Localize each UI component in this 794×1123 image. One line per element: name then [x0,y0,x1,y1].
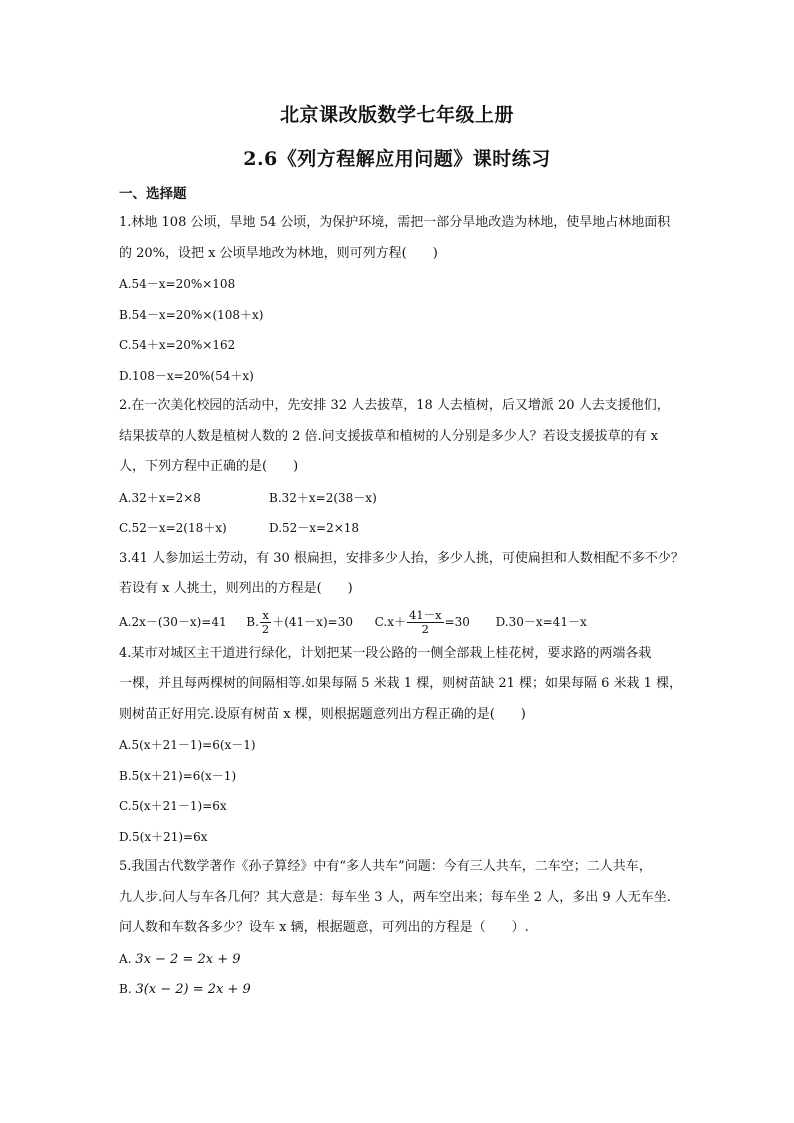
fraction-denominator: 2 [261,621,270,636]
question-5-text-line-2: 九人步.问人与车各几何？其大意是：每车坐 3 人，两车空出来；每车坐 2 人，多出 9 人无车坐. [119,889,671,905]
fraction-numerator: 41－x [408,607,442,622]
question-2-options-row-1 [119,483,699,514]
question-2-option-c: C.52－x=2(18＋x) [119,521,227,535]
question-3-option-b-suffix: ＋(41－x)=30 [272,614,353,629]
question-5-option-b-equation: 3(x − 2) = 2x + 9 [135,982,251,997]
question-1-option-d: D.108－x=20%(54＋x) [119,368,254,383]
fraction-denominator: 2 [421,621,429,636]
question-4 [119,639,699,853]
question-4-option-b: B.5(x＋21)=6(x－1) [119,768,237,783]
question-3-option-c-prefix: C.x＋ [374,614,406,629]
question-3-option-c [374,607,474,636]
question-2 [119,391,699,544]
question-3-option-b [246,607,357,636]
question-2-text-line-3: 人，下列方程中正确的是( ) [119,459,299,474]
question-1-option-c: C.54＋x=20%×162 [119,338,236,352]
question-2-text-line-1: 2.在一次美化校园的活动中，先安排 32 人去拔草，18 人去植树，后又增派 20 人去支援他们， [119,398,670,413]
question-2-text-line-2: 结果拔草的人数是植树人数的 2 倍.问支援拔草和植树的人分别是多少人？若设支援拔草的有 x [119,428,659,444]
question-2-option-d: D.52－x=2×18 [269,521,360,535]
question-3-option-a: A.2x－(30－x)=41 [119,614,227,629]
question-4-option-a: A.5(x＋21－1)=6(x－1) [119,738,256,752]
question-5-option-a-label: A. [119,951,136,966]
document-subtitle: 2.6《列方程解应用问题》课时练习 [243,148,551,170]
question-4-option-d: D.5(x＋21)=6x [119,829,208,844]
question-2-options-row-2 [119,513,699,544]
fraction-numerator: x [260,609,271,623]
question-5 [119,852,699,1005]
question-3 [119,544,699,639]
question-3-option-d: D.30－x=41－x [495,614,587,629]
question-5-option-a-equation: 3x − 2 = 2x + 9 [135,951,241,967]
question-3-option-b-prefix: B. [246,614,259,629]
document-title: 北京课改版数学七年级上册 [279,104,514,126]
question-1-text-line-2: 的 20%，设把 x 公顷旱地改为林地，则可列方程( ) [119,245,438,261]
question-1 [119,208,699,391]
question-4-text-line-1: 4.某市对城区主干道进行绿化，计划把某一段公路的一侧全部栽上桂花树，要求路的两端各栽 [119,645,652,661]
question-3-text-line-2: 若设有 x 人挑土，则列出的方程是( ) [119,581,353,596]
question-2-option-a: A.32＋x=2×8 [119,490,201,505]
question-3-text-line-1: 3.41 人参加运土劳动，有 30 根扁担，安排多少人抬，多少人挑，可使扁担和人数相配不多不少？ [119,550,684,566]
document-body [119,180,699,1005]
question-4-text-line-2: 一棵，并且每两棵树的间隔相等.如果每隔 5 米栽 1 棵，则树苗缺 21 棵；如果每隔 6 米栽 1 棵， [119,676,683,691]
question-3-options-row [119,605,699,639]
question-4-option-c: C.5(x＋21－1)=6x [119,799,227,813]
question-1-option-b: B.54－x=20%×(108＋x) [119,307,264,322]
question-5-text-line-1: 5.我国古代数学著作《孙子算经》中有“多人共车”问题：今有三人共车，二车空；二人共车， [119,859,652,874]
question-2-option-b: B.32＋x=2(38－x) [269,490,377,505]
question-5-option-b-label: B. [119,982,136,996]
question-3-option-c-suffix: =30 [444,614,470,629]
question-3-option-b-fraction [260,609,271,636]
question-5-option-a [119,944,699,975]
question-5-text-line-3: 问人数和车数各多少？设车 x 辆，根据题意，可列出的方程是（ ）. [119,920,529,935]
question-4-text-line-3: 则树苗正好用完.设原有树苗 x 棵，则根据题意列出方程正确的是( ) [119,706,526,722]
question-1-text-line-1: 1.林地 108 公顷，旱地 54 公顷，为保护环境，需把一部分旱地改造为林地，使旱地占林地面积 [119,215,671,230]
question-1-option-a: A.54－x=20%×108 [119,277,236,291]
question-3-option-c-fraction [407,609,444,636]
section-heading: 一、选择题 [119,186,187,202]
question-5-option-b [119,974,699,1005]
